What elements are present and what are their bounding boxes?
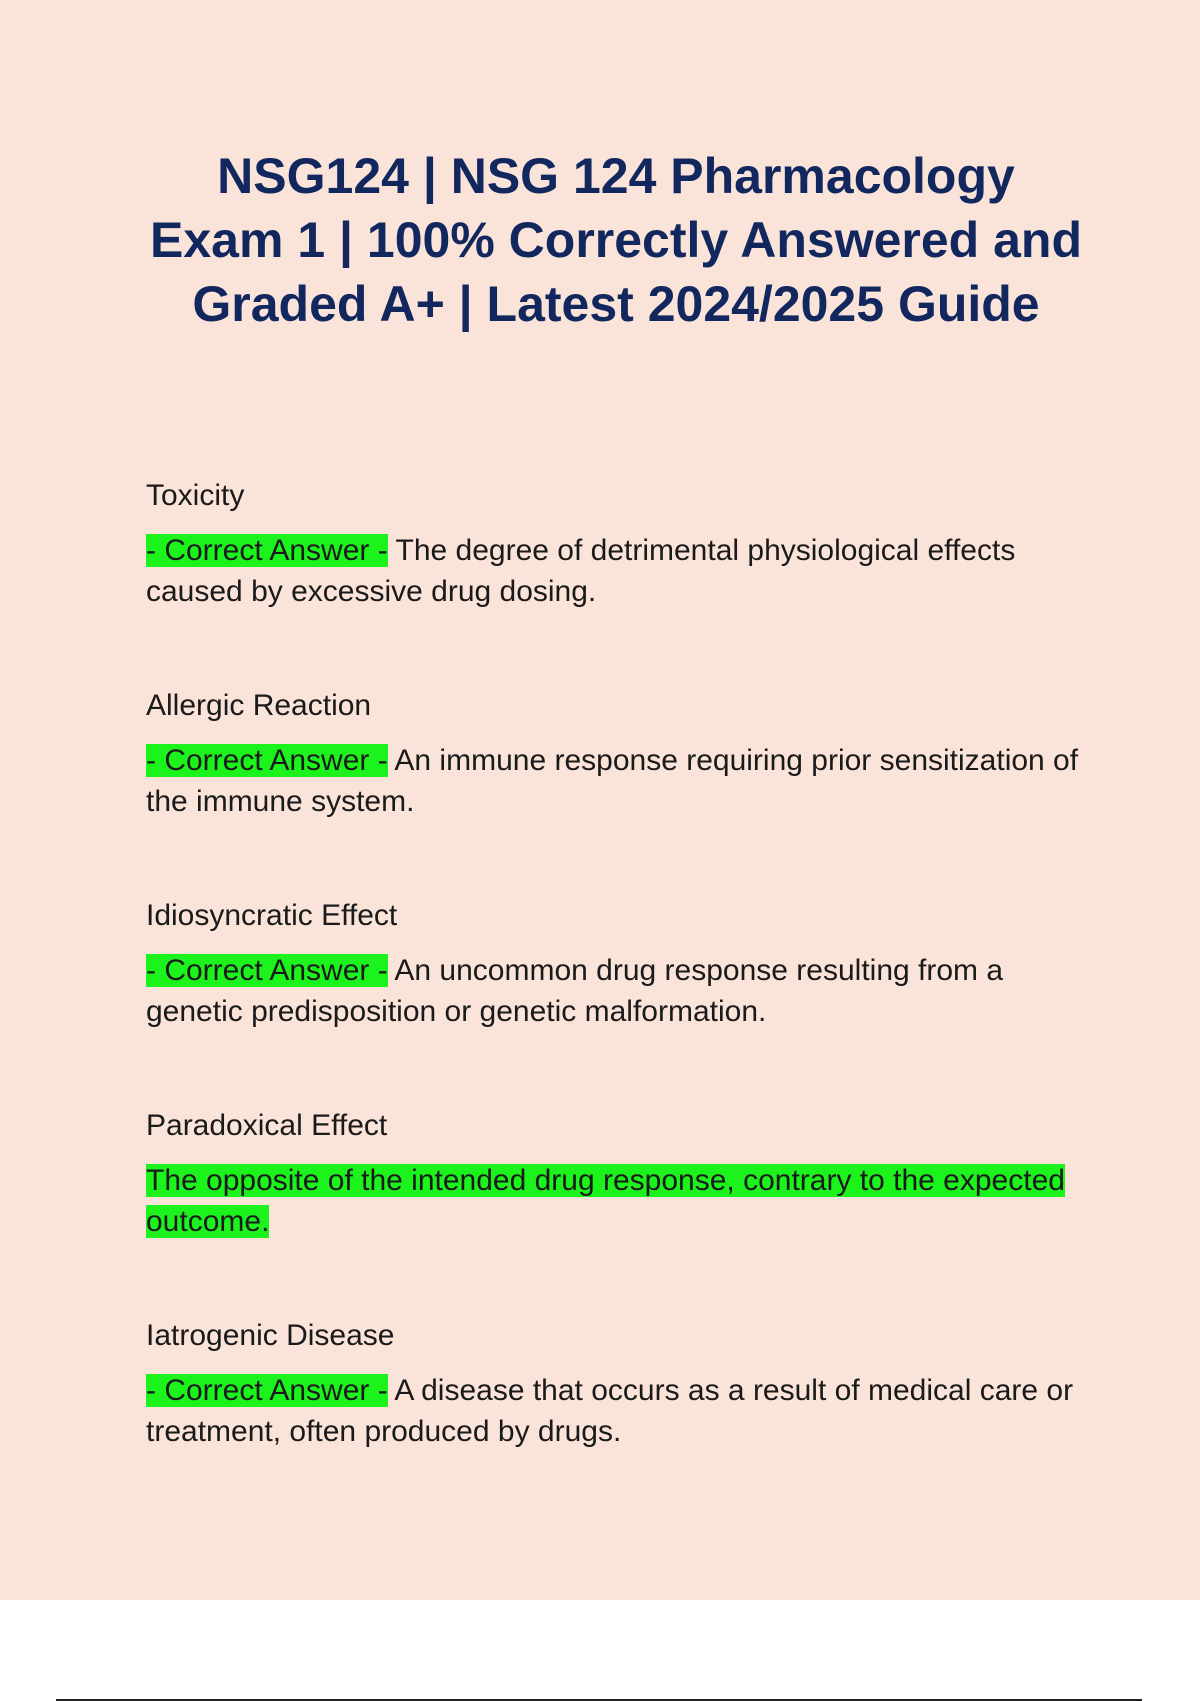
flashcard-entry bbox=[146, 1106, 1096, 1316]
correct-answer-label: - Correct Answer - bbox=[146, 534, 388, 567]
answer-text bbox=[146, 1160, 1096, 1242]
term-heading: Allergic Reaction bbox=[146, 689, 372, 722]
term-heading: Idiosyncratic Effect bbox=[146, 899, 398, 932]
document-title: NSG124 | NSG 124 Pharmacology Exam 1 | 100% Correctly Answered and Graded A+ | Latest 2024/2025 Guide bbox=[150, 148, 1082, 332]
definition-text: An uncommon drug response resulting from a genetic predisposition or genetic malformation. bbox=[146, 954, 1004, 1028]
term-heading: Toxicity bbox=[146, 479, 245, 512]
highlighted-definition-text: The opposite of the intended drug response, contrary to the expected outcome. bbox=[146, 1164, 1065, 1238]
definition-text: An immune response requiring prior sensitization of the immune system. bbox=[146, 744, 1079, 818]
flashcard-entry bbox=[146, 476, 1096, 686]
definition-text: The degree of detrimental physiological effects caused by excessive drug dosing. bbox=[146, 534, 1016, 608]
flashcard-entry bbox=[146, 686, 1096, 896]
flashcard-entry bbox=[146, 896, 1096, 1106]
answer-text bbox=[146, 740, 1096, 822]
answer-text bbox=[146, 950, 1096, 1032]
flashcard-list bbox=[146, 476, 1096, 1526]
correct-answer-label: - Correct Answer - bbox=[146, 744, 388, 777]
correct-answer-label: - Correct Answer - bbox=[146, 954, 388, 987]
definition-text: A disease that occurs as a result of medical care or treatment, often produced by drugs. bbox=[146, 1374, 1074, 1448]
term-heading: Paradoxical Effect bbox=[146, 1109, 388, 1142]
term-heading: Iatrogenic Disease bbox=[146, 1319, 395, 1352]
flashcard-entry bbox=[146, 1316, 1096, 1526]
answer-text bbox=[146, 1370, 1096, 1452]
correct-answer-label: - Correct Answer - bbox=[146, 1374, 388, 1407]
answer-text bbox=[146, 530, 1096, 612]
